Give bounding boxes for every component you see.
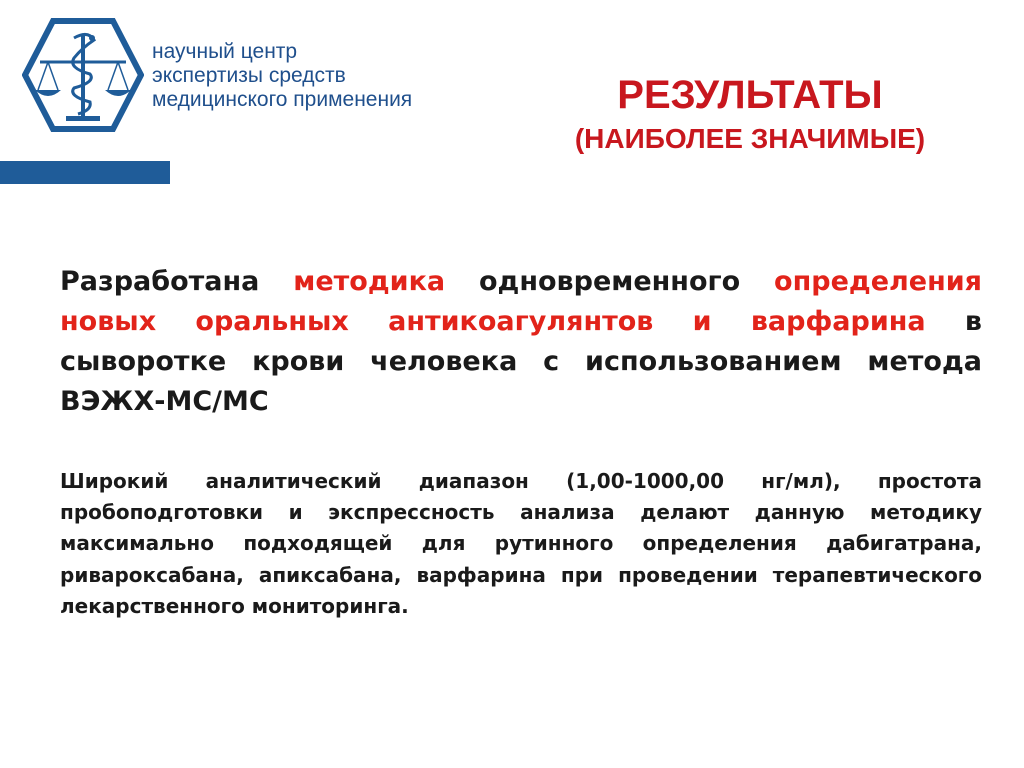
title-main: РЕЗУЛЬТАТЫ <box>617 73 883 117</box>
org-name-line-3: медицинского применения <box>152 88 413 111</box>
org-name-line-2: экспертизы средств <box>152 64 346 87</box>
para1-highlight-method: методика <box>293 266 446 297</box>
para1-text-1: Разработана <box>60 266 294 297</box>
results-paragraph-1 <box>60 262 982 422</box>
para1-text-2: одновременного <box>445 266 775 297</box>
slide-title <box>480 72 1020 158</box>
results-paragraph-2: Широкий аналитический диапазон (1,00-1000,00 нг/мл), простота пробоподготовки и экспрессность анализа делают данную методику максимально подходящей для рутинного определения дабигатрана, ривароксабана, апиксабана, варфарина при проведении терапевтического лекарственного мониторинга. <box>60 469 982 618</box>
logo-emblem <box>22 18 144 132</box>
para1-text-3: в сыворотке крови человека с использованием метода ВЭЖХ-МС/МС <box>60 306 982 417</box>
title-subtitle: (НАИБОЛЕЕ ЗНАЧИМЫЕ) <box>574 123 926 154</box>
org-name <box>152 40 412 112</box>
para1-highlight-determination: определения новых оральных антикоагулянтов и варфарина <box>60 266 983 337</box>
header-accent-bar <box>0 161 170 184</box>
org-name-line-1: научный центр <box>152 40 298 63</box>
